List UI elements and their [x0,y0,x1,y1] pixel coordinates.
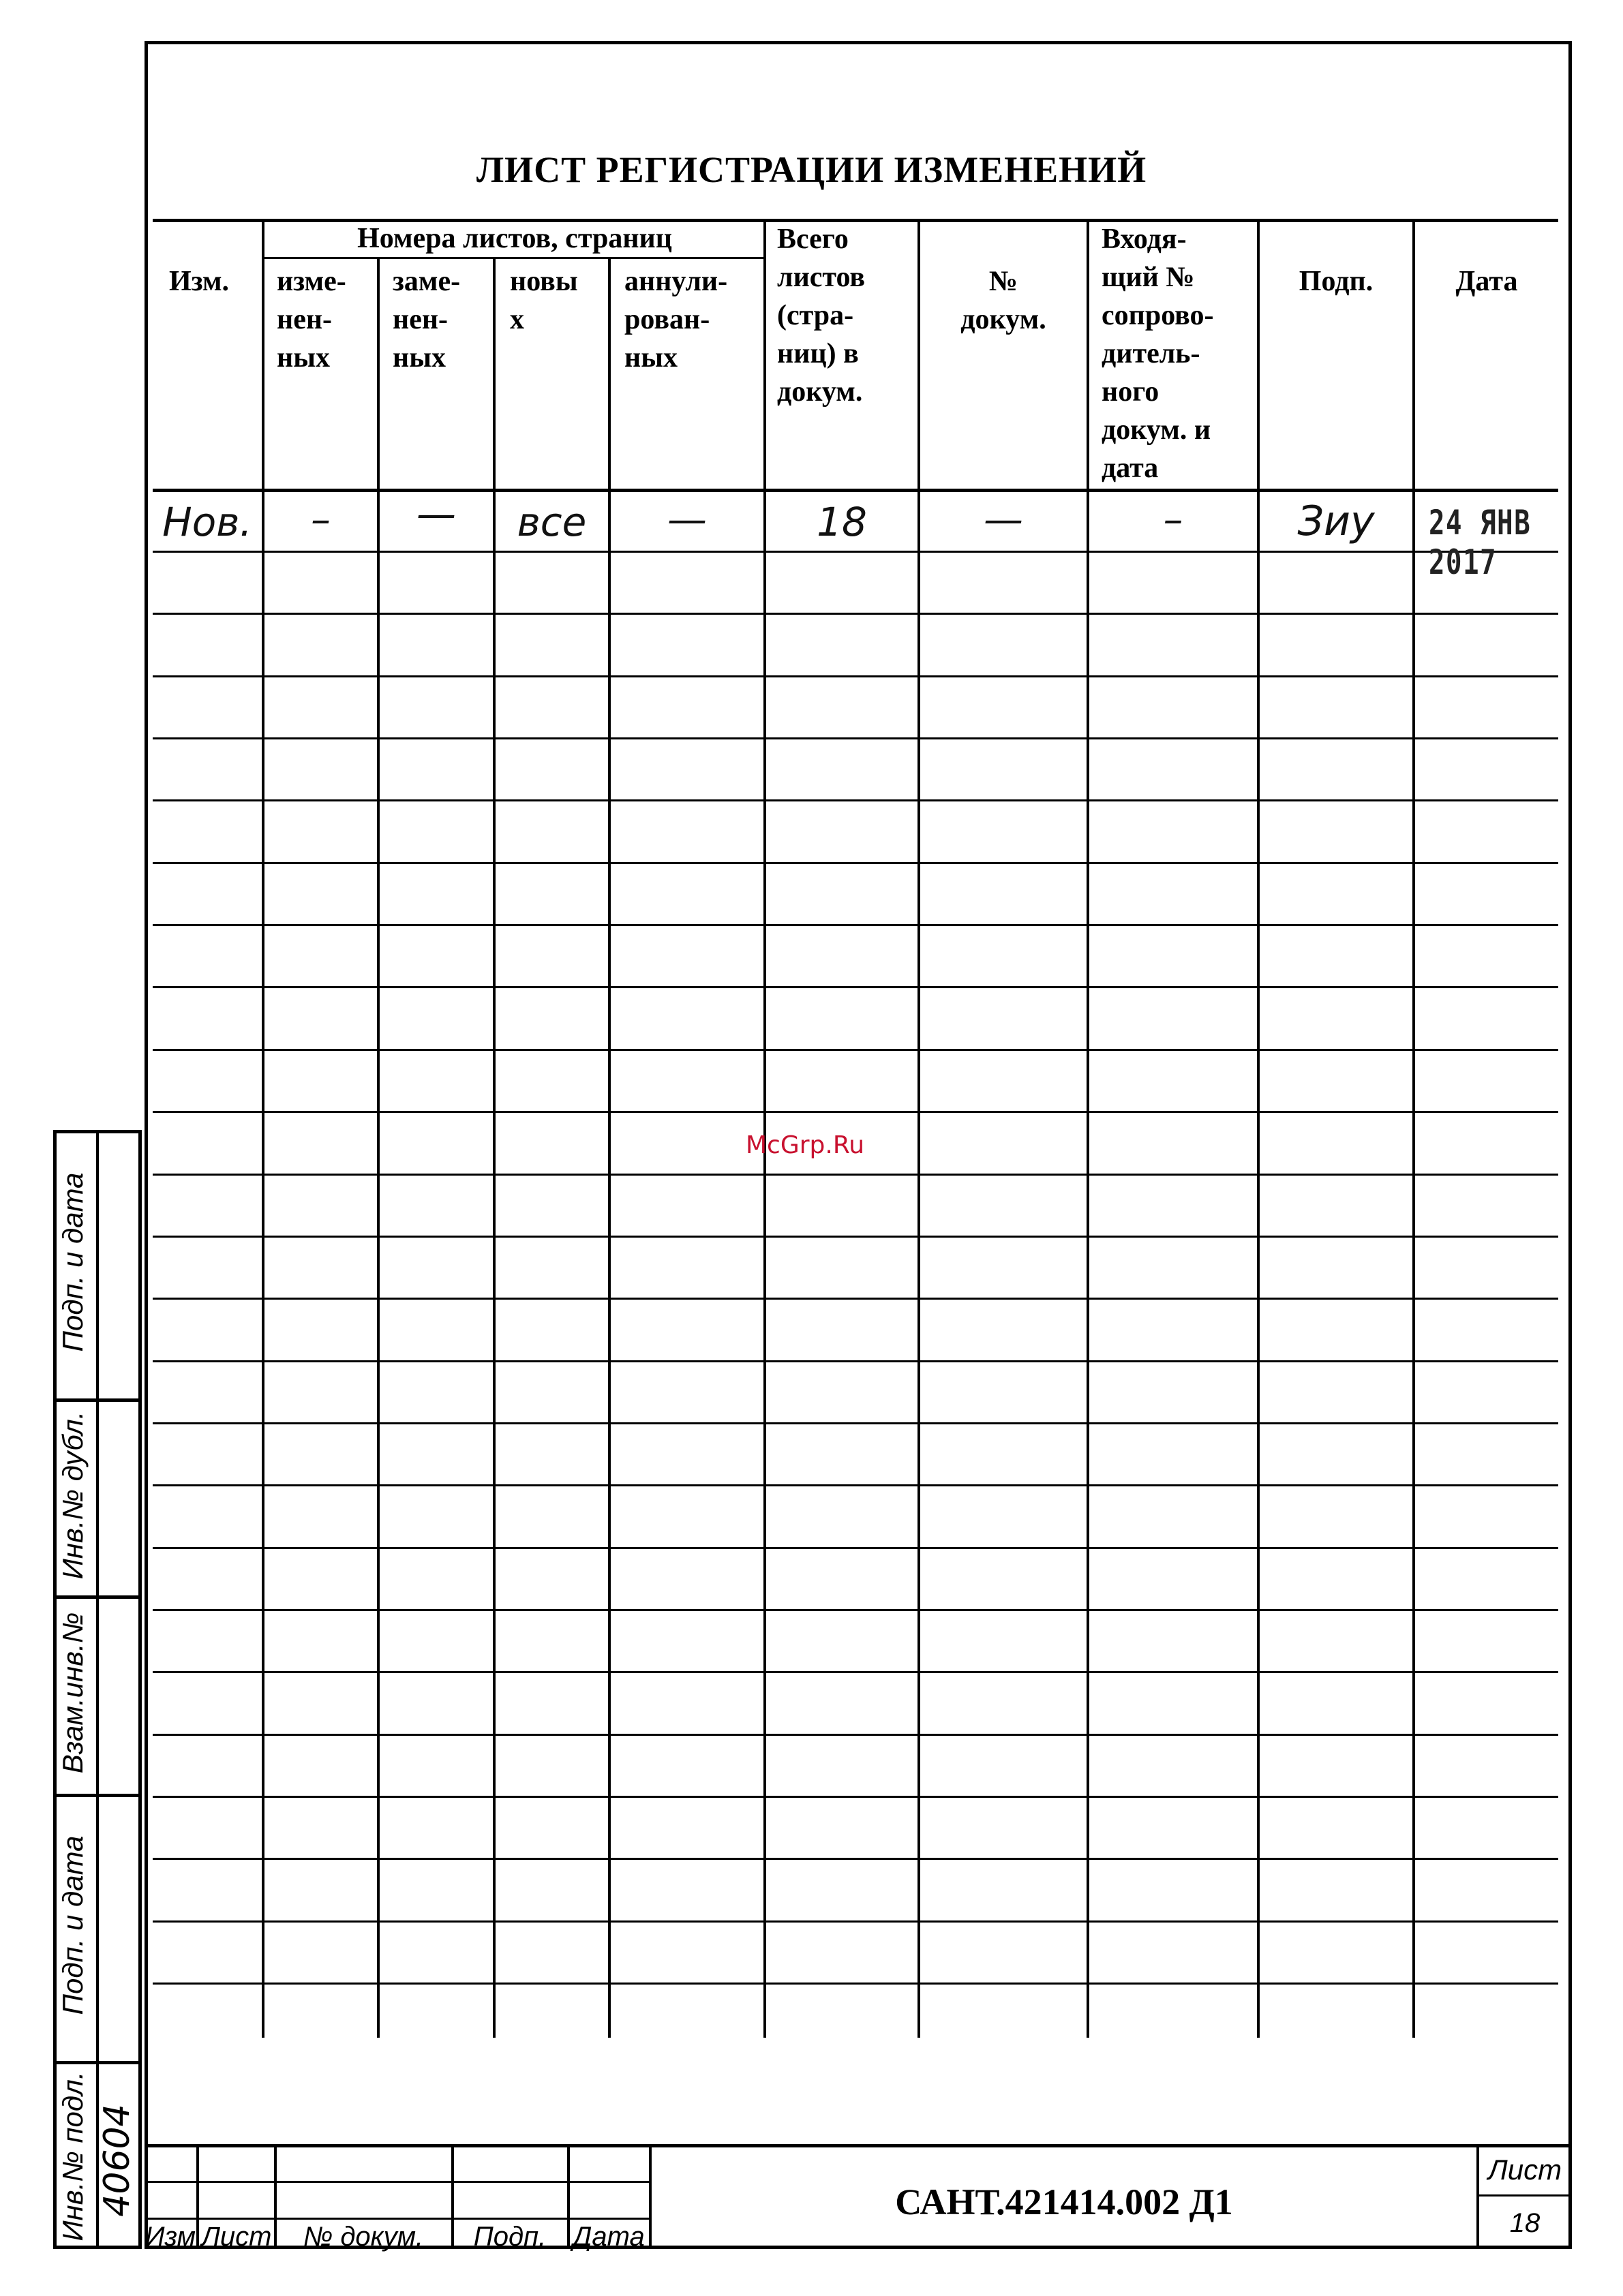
col-header-izm: Изм. [169,266,230,297]
tb-sheet-label: Лист [1487,2154,1562,2186]
group-header: Номера листов, страниц [357,223,672,254]
col-header-doc-no: № докум. [960,266,1046,335]
table-row-line [153,1609,1558,1611]
table-row-line [153,986,1558,988]
col-header-total: Всего листов (стра- ниц) в докум. [777,224,866,408]
table-row-line [153,551,1558,553]
table-row-line [153,1484,1558,1486]
col-header-incoming: Входя- щий № сопрово- дитель- ного докум. и дата [1102,224,1214,484]
side-label-podp-data-top: Подп. и дата [57,1172,89,1352]
tb-row-line-1 [145,2181,650,2183]
side-value-inv-podl: 40604 [97,2104,138,2217]
table-row-line [153,737,1558,739]
tb-label-doc-no: № докум. [303,2222,424,2252]
header-bottom-line [153,489,1558,492]
col-header-changed: изме- нен- ных [277,266,346,373]
table-row-line [153,675,1558,677]
col-line-9 [1412,219,1415,2038]
row1-izm: Нов. [162,499,252,545]
table-row-line [153,1796,1558,1798]
side-label-inv-dubl: Инв.№ дубл. [57,1411,89,1580]
table-row-line [153,1111,1558,1113]
table-row-line [153,1236,1558,1238]
tb-label-list: Лист [201,2222,272,2252]
side-label-inv-podl: Инв.№ подл. [57,2071,89,2241]
col-header-annulled: аннули- рован- ных [624,266,728,373]
tb-label-podp: Подп. [473,2222,547,2252]
side-inner-line [96,1130,99,2249]
col-header-date: Дата [1455,266,1518,297]
tb-row-line-2 [145,2218,650,2220]
document-designation: САНТ.421414.002 Д1 [895,2182,1233,2222]
title-block-top [145,2144,1572,2147]
row1-doc-no: — [984,496,1023,542]
table-row-line [153,1671,1558,1673]
row1-date-stamp: 24 ЯНВ 2017 [1429,503,1532,582]
side-label-vzam-inv: Взам.инв.№ [57,1612,89,1774]
table-row-line [153,1920,1558,1923]
tb-label-izm: Изм [145,2222,196,2252]
col-header-new: новы х [510,266,578,335]
table-row-line [153,799,1558,801]
table-row-line [153,1298,1558,1300]
row1-total: 18 [817,499,867,545]
tb-sheet-divider [1478,2194,1572,2196]
row1-replaced: — [416,491,456,537]
table-row-line [153,924,1558,926]
col-line-1 [262,219,264,2038]
col-line-7 [1087,219,1089,2038]
row1-annulled: — [667,496,707,542]
col-header-replaced: заме- нен- ных [393,266,461,373]
table-row-line [153,1174,1558,1176]
row1-changed: – [311,496,331,542]
page-title: ЛИСТ РЕГИСТРАЦИИ ИЗМЕНЕНИЙ [476,149,1147,190]
col-line-5 [763,219,766,2038]
row1-signature: Зиу [1297,498,1375,545]
table-row-line [153,1422,1558,1424]
table-row-line [153,862,1558,864]
table-row-line [153,1734,1558,1736]
table-row-line [153,1049,1558,1051]
row1-new: все [517,499,587,545]
side-label-podp-data-bottom: Подп. и дата [57,1835,89,2015]
table-row-line [153,1360,1558,1362]
table-row-line [153,1983,1558,1985]
table-row-line [153,1858,1558,1860]
table-row-line [153,1547,1558,1549]
tb-label-data: Дата [573,2222,645,2252]
watermark: McGrp.Ru [746,1131,865,1159]
col-line-6 [917,219,920,2038]
table-row-line [153,613,1558,615]
row1-incoming: – [1163,496,1183,542]
col-header-signature: Подп. [1299,266,1374,297]
tb-sheet-number: 18 [1509,2208,1541,2238]
col-line-8 [1257,219,1260,2038]
